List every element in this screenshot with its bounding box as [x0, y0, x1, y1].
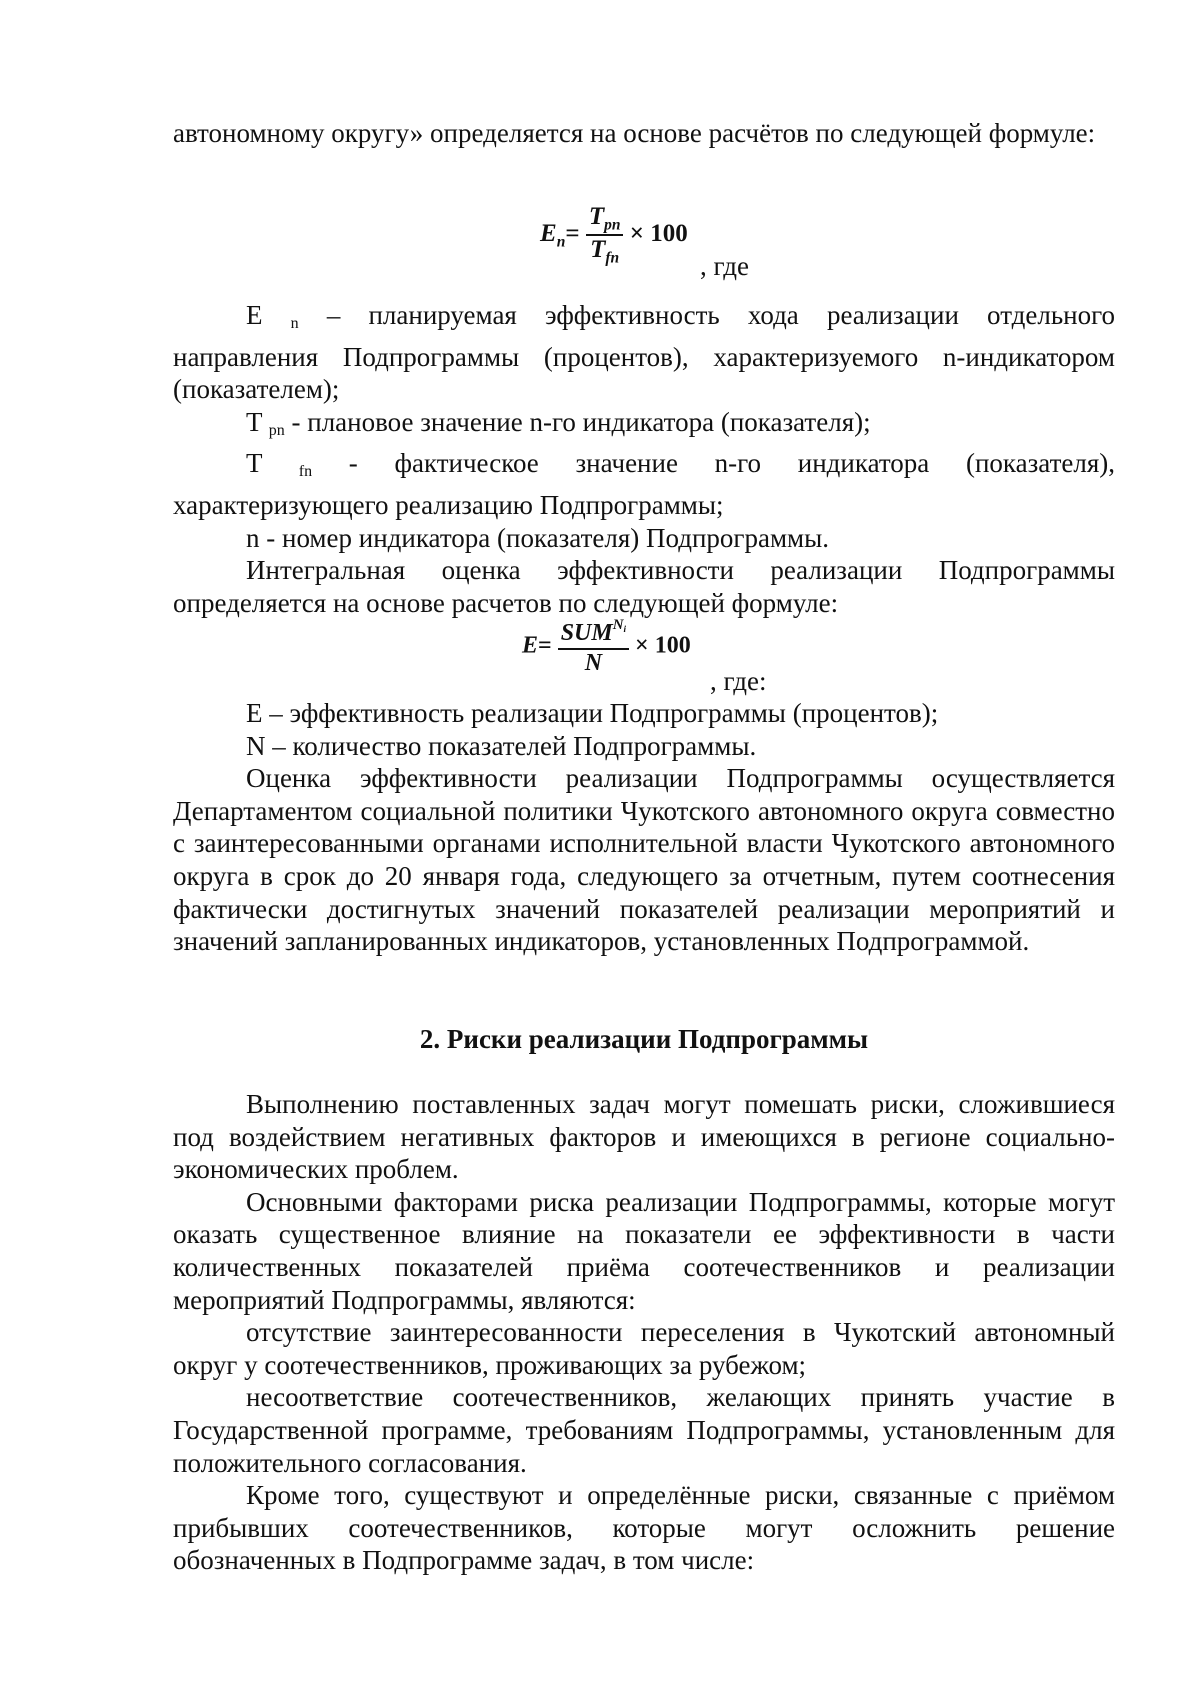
definitions-block-1	[173, 299, 1115, 619]
formula1-lhs: $E_n$	[540, 219, 566, 251]
definitions-block-2	[173, 697, 1115, 958]
risks-paragraph-3: отсутствие заинтересованности переселения в Чукотский автономный округ у соотечественников, проживающих за рубежом;	[173, 1317, 1115, 1380]
formula1-fraction	[586, 203, 624, 267]
def-e: E – эффективность реализации Подпрограммы (процентов);	[246, 698, 939, 728]
intro-paragraph: автономному округу» определяется на основе расчётов по следующей формуле:	[173, 118, 1096, 148]
formula1-where: , где	[700, 251, 749, 281]
risks-paragraph-2: Основными факторами риска реализации Подпрограммы, которые могут оказать существенное влияние на показатели ее эффективности в части количественных показателей приёма соотечественников и реализации мероприятий Подпрограммы, являются:	[173, 1186, 1115, 1315]
risks-paragraph-4: несоответствие соотечественников, желающих принять участие в Государственной программе, требованиям Подпрограммы, установленным для положительного согласования.	[173, 1382, 1115, 1478]
formula1-equals: =	[565, 219, 580, 247]
formula1-denominator: $T_{fn}$	[590, 236, 620, 267]
def-en: E n – планируемая эффективность хода реализации отдельного направления Подпрограммы (процентов), характеризуемого n-индикатором (показателем);	[173, 300, 1116, 405]
intro-block	[173, 117, 1115, 150]
def-n-count: N – количество показателей Подпрограммы.	[246, 730, 757, 761]
def-tfn: T fn - фактическое значение n-го индикатора (показателя), характеризующего реализацию Подпрограммы;	[173, 448, 1115, 520]
formula-efficiency-n	[540, 203, 688, 267]
risks-paragraph-5: Кроме того, существуют и определённые риски, связанные с приёмом прибывших соотечественников, которые могут осложнить решение обозначенных в Подпрограмме задач, в том числе:	[173, 1480, 1115, 1576]
integral-intro: Интегральная оценка эффективности реализации Подпрограммы определяется на основе расчетов по следующей формуле:	[173, 555, 1115, 618]
assessment-paragraph: Оценка эффективности реализации Подпрограммы осуществляется Департаментом социальной политики Чукотского автономного округа совместно с заинтересованными органами исполнительной власти Чукотского автономного округа в срок до 20 января года, следующего за отчетным, путем соотнесения фактически достигнутых значений показателей реализации мероприятий и значений запланированных индикаторов, установленных Подпрограммой.	[173, 763, 1115, 957]
formula2-denominator: N	[584, 649, 603, 676]
formula1-times-100: × 100	[629, 219, 688, 247]
formula2-fraction	[558, 617, 629, 677]
formula2-equals: =	[538, 632, 552, 659]
def-n: n - номер индикатора (показателя) Подпрограммы.	[246, 522, 830, 553]
risks-paragraph-1: Выполнению поставленных задач могут помешать риски, сложившиеся под воздействием негативных факторов и имеющихся в регионе социально-экономических проблем.	[173, 1089, 1115, 1185]
def-tpn: T pn - плановое значение n-го индикатора (показателя);	[246, 406, 871, 439]
formula2-where: , где:	[710, 666, 767, 696]
formula2-times-100: × 100	[635, 632, 691, 659]
formula1-numerator: $T_{pn}$	[586, 203, 624, 236]
section-heading-risks: 2. Риски реализации Подпрограммы	[419, 1024, 869, 1054]
formula-integral-efficiency	[522, 617, 691, 677]
section2-body	[173, 1088, 1115, 1577]
formula2-numerator: $SUM^{N_i}$	[558, 617, 629, 650]
formula2-lhs: E	[522, 632, 539, 659]
